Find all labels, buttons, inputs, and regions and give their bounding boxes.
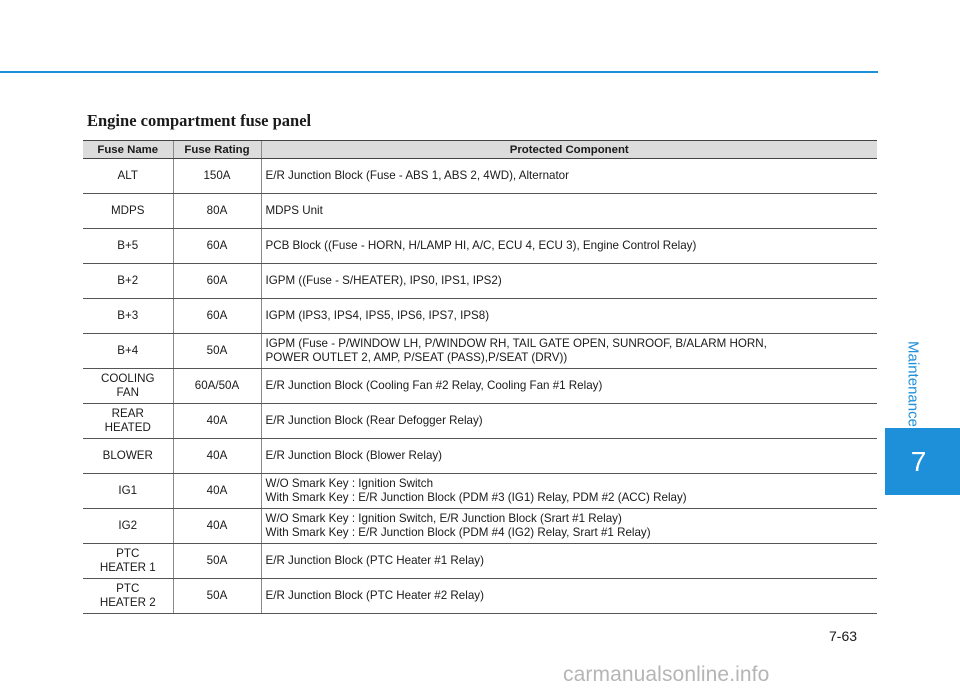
protected-component-cell: E/R Junction Block (Cooling Fan #2 Relay, Cooling Fan #1 Relay) (261, 369, 877, 404)
table-row (83, 474, 877, 509)
table-body (83, 159, 877, 614)
fuse-rating-cell: 40A (173, 439, 261, 474)
fuse-rating-cell: 60A (173, 299, 261, 334)
fuse-name-cell: MDPS (83, 194, 173, 229)
protected-component-cell: MDPS Unit (261, 194, 877, 229)
protected-component-cell: E/R Junction Block (Rear Defogger Relay) (261, 404, 877, 439)
fuse-name-cell: IG2 (83, 509, 173, 544)
table-row (83, 579, 877, 614)
fuse-name-cell: B+5 (83, 229, 173, 264)
fuse-rating-cell: 50A (173, 544, 261, 579)
table-row (83, 299, 877, 334)
table-row (83, 159, 877, 194)
fuse-rating-cell: 40A (173, 474, 261, 509)
chapter-label-text: Maintenance (904, 341, 922, 427)
protected-component-cell: E/R Junction Block (Fuse - ABS 1, ABS 2, 4WD), Alternator (261, 159, 877, 194)
fuse-rating-cell: 150A (173, 159, 261, 194)
header-fuse-name: Fuse Name (83, 141, 173, 159)
fuse-rating-cell: 40A (173, 404, 261, 439)
protected-component-cell: E/R Junction Block (PTC Heater #2 Relay) (261, 579, 877, 614)
protected-component-cell: PCB Block ((Fuse - HORN, H/LAMP HI, A/C, ECU 4, ECU 3), Engine Control Relay) (261, 229, 877, 264)
protected-component-cell: W/O Smark Key : Ignition Switch, E/R Junction Block (Srart #1 Relay) With Smark Key : E/R Junction Block (PDM #4 (IG2) Relay, Srart #1 Relay) (261, 509, 877, 544)
table-row (83, 404, 877, 439)
table-row (83, 229, 877, 264)
fuse-name-cell: IG1 (83, 474, 173, 509)
fuse-name-cell: B+2 (83, 264, 173, 299)
fuse-rating-cell: 60A/50A (173, 369, 261, 404)
protected-component-cell: W/O Smark Key : Ignition Switch With Smark Key : E/R Junction Block (PDM #3 (IG1) Relay, PDM #2 (ACC) Relay) (261, 474, 877, 509)
chapter-side-label (893, 337, 933, 432)
fuse-name-cell: REAR HEATED (83, 404, 173, 439)
fuse-rating-cell: 50A (173, 334, 261, 369)
fuse-rating-cell: 60A (173, 264, 261, 299)
protected-component-cell: E/R Junction Block (Blower Relay) (261, 439, 877, 474)
protected-component-cell: IGPM ((Fuse - S/HEATER), IPS0, IPS1, IPS2) (261, 264, 877, 299)
header-rule (0, 71, 878, 73)
table-row (83, 509, 877, 544)
protected-component-cell: IGPM (Fuse - P/WINDOW LH, P/WINDOW RH, TAIL GATE OPEN, SUNROOF, B/ALARM HORN, POWER OUTLET 2, AMP, P/SEAT (PASS),P/SEAT (DRV)) (261, 334, 877, 369)
fuse-name-cell: PTC HEATER 2 (83, 579, 173, 614)
table-row (83, 544, 877, 579)
fuse-name-cell: B+4 (83, 334, 173, 369)
table-row (83, 369, 877, 404)
table-row (83, 194, 877, 229)
header-fuse-rating: Fuse Rating (173, 141, 261, 159)
section-title: Engine compartment fuse panel (87, 111, 312, 130)
fuse-name-cell: PTC HEATER 1 (83, 544, 173, 579)
table-row (83, 264, 877, 299)
protected-component-cell: IGPM (IPS3, IPS4, IPS5, IPS6, IPS7, IPS8) (261, 299, 877, 334)
fuse-table (83, 140, 877, 614)
chapter-number: 7 (910, 445, 927, 477)
fuse-rating-cell: 60A (173, 229, 261, 264)
fuse-name-cell: B+3 (83, 299, 173, 334)
page-number: 7-63 (829, 628, 858, 644)
fuse-name-cell: COOLING FAN (83, 369, 173, 404)
table-row (83, 439, 877, 474)
chapter-number-tab (885, 428, 960, 495)
fuse-name-cell: ALT (83, 159, 173, 194)
table-row (83, 334, 877, 369)
protected-component-cell: E/R Junction Block (PTC Heater #1 Relay) (261, 544, 877, 579)
header-protected-component: Protected Component (261, 141, 877, 159)
table-header-row (83, 141, 877, 159)
fuse-rating-cell: 50A (173, 579, 261, 614)
fuse-rating-cell: 40A (173, 509, 261, 544)
fuse-rating-cell: 80A (173, 194, 261, 229)
watermark: carmanualsonline.info (563, 663, 770, 686)
fuse-name-cell: BLOWER (83, 439, 173, 474)
